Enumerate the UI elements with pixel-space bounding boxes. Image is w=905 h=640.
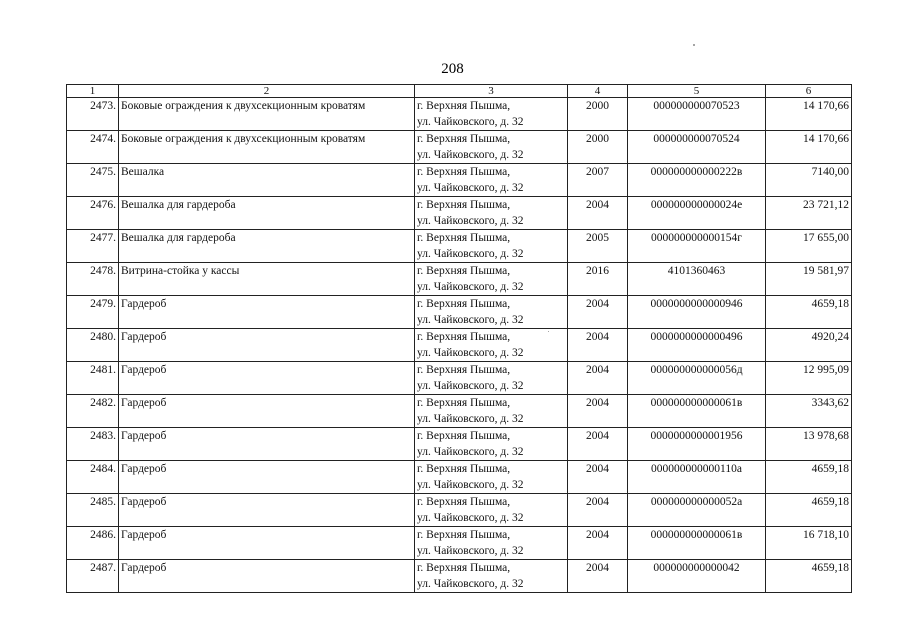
table-row — [67, 560, 852, 593]
item-year: 2004 — [568, 527, 628, 560]
table-row — [67, 527, 852, 560]
item-year: 2004 — [568, 494, 628, 527]
item-number: 2481. — [67, 362, 119, 395]
item-year: 2004 — [568, 329, 628, 362]
item-name: Гардероб — [119, 296, 415, 329]
address-street: ул. Чайковского, д. 32 — [417, 446, 524, 458]
item-year: 2005 — [568, 230, 628, 263]
inventory-number: 000000000000042 — [628, 560, 766, 593]
item-year: 2004 — [568, 428, 628, 461]
item-name: Боковые ограждения к двухсекционным кроватям — [119, 131, 415, 164]
address-street: ул. Чайковского, д. 32 — [417, 578, 524, 590]
column-number: 5 — [628, 85, 766, 98]
item-address — [415, 362, 568, 395]
column-number: 1 — [67, 85, 119, 98]
table-row — [67, 362, 852, 395]
table-row — [67, 329, 852, 362]
item-cost: 19 581,97 — [766, 263, 852, 296]
address-city: г. Верхняя Пышма, — [417, 397, 511, 409]
item-year: 2000 — [568, 131, 628, 164]
address-city: г. Верхняя Пышма, — [417, 364, 511, 376]
item-cost: 14 170,66 — [766, 98, 852, 131]
table-row — [67, 98, 852, 131]
item-address — [415, 197, 568, 230]
item-name: Гардероб — [119, 560, 415, 593]
page-number: 208 — [441, 61, 464, 77]
address-city: г. Верхняя Пышма, — [417, 232, 511, 244]
item-cost: 4920,24 — [766, 329, 852, 362]
address-street: ул. Чайковского, д. 32 — [417, 116, 524, 128]
item-address — [415, 395, 568, 428]
address-street: ул. Чайковского, д. 32 — [417, 281, 524, 293]
inventory-number: 000000000070524 — [628, 131, 766, 164]
item-number: 2477. — [67, 230, 119, 263]
address-street: ул. Чайковского, д. 32 — [417, 314, 524, 326]
item-cost: 4659,18 — [766, 296, 852, 329]
table-row — [67, 230, 852, 263]
item-year: 2004 — [568, 560, 628, 593]
address-street: ул. Чайковского, д. 32 — [417, 512, 524, 524]
registry-body — [67, 98, 852, 593]
address-street: ул. Чайковского, д. 32 — [417, 545, 524, 557]
address-city: г. Верхняя Пышма, — [417, 133, 511, 145]
item-address — [415, 263, 568, 296]
item-number: 2476. — [67, 197, 119, 230]
item-address — [415, 461, 568, 494]
inventory-number: 000000000000154г — [628, 230, 766, 263]
table-row — [67, 197, 852, 230]
item-year: 2004 — [568, 296, 628, 329]
address-city: г. Верхняя Пышма, — [417, 529, 511, 541]
item-cost: 17 655,00 — [766, 230, 852, 263]
inventory-number: 000000000070523 — [628, 98, 766, 131]
inventory-number: 000000000000222в — [628, 164, 766, 197]
item-name: Боковые ограждения к двухсекционным кроватям — [119, 98, 415, 131]
item-number: 2473. — [67, 98, 119, 131]
item-address — [415, 560, 568, 593]
address-street: ул. Чайковского, д. 32 — [417, 215, 524, 227]
table-row — [67, 296, 852, 329]
inventory-number: 000000000000056д — [628, 362, 766, 395]
table-row — [67, 428, 852, 461]
address-city: г. Верхняя Пышма, — [417, 562, 511, 574]
item-address — [415, 527, 568, 560]
address-city: г. Верхняя Пышма, — [417, 265, 511, 277]
inventory-number: 0000000000000496 — [628, 329, 766, 362]
inventory-number: 000000000000110а — [628, 461, 766, 494]
address-city: г. Верхняя Пышма, — [417, 166, 511, 178]
item-number: 2474. — [67, 131, 119, 164]
item-address — [415, 494, 568, 527]
item-number: 2475. — [67, 164, 119, 197]
address-city: г. Верхняя Пышма, — [417, 298, 511, 310]
item-year: 2004 — [568, 461, 628, 494]
item-cost: 4659,18 — [766, 560, 852, 593]
table-row — [67, 164, 852, 197]
item-address — [415, 131, 568, 164]
address-city: г. Верхняя Пышма, — [417, 430, 511, 442]
scan-speck — [693, 44, 695, 46]
table-row — [67, 263, 852, 296]
item-name: Вешалка для гардероба — [119, 230, 415, 263]
item-cost: 12 995,09 — [766, 362, 852, 395]
item-number: 2487. — [67, 560, 119, 593]
item-cost: 7140,00 — [766, 164, 852, 197]
item-name: Гардероб — [119, 362, 415, 395]
item-cost: 23 721,12 — [766, 197, 852, 230]
address-street: ул. Чайковского, д. 32 — [417, 347, 524, 359]
address-city: г. Верхняя Пышма, — [417, 463, 511, 475]
column-number-row — [67, 85, 852, 98]
address-street: ул. Чайковского, д. 32 — [417, 182, 524, 194]
item-number: 2479. — [67, 296, 119, 329]
address-street: ул. Чайковского, д. 32 — [417, 479, 524, 491]
column-number: 2 — [119, 85, 415, 98]
item-cost: 13 978,68 — [766, 428, 852, 461]
item-name: Вешалка для гардероба — [119, 197, 415, 230]
address-city: г. Верхняя Пышма, — [417, 199, 511, 211]
item-number: 2480. — [67, 329, 119, 362]
item-name: Гардероб — [119, 527, 415, 560]
item-year: 2004 — [568, 362, 628, 395]
item-name: Витрина-стойка у кассы — [119, 263, 415, 296]
item-number: 2478. — [67, 263, 119, 296]
property-registry-table — [66, 84, 852, 593]
column-number: 4 — [568, 85, 628, 98]
column-number: 3 — [415, 85, 568, 98]
item-year: 2004 — [568, 197, 628, 230]
address-city: г. Верхняя Пышма, — [417, 496, 511, 508]
item-number: 2484. — [67, 461, 119, 494]
item-name: Гардероб — [119, 428, 415, 461]
table-row — [67, 461, 852, 494]
column-number: 6 — [766, 85, 852, 98]
item-cost: 16 718,10 — [766, 527, 852, 560]
address-city: г. Верхняя Пышма, — [417, 331, 511, 343]
item-year: 2016 — [568, 263, 628, 296]
item-cost: 4659,18 — [766, 461, 852, 494]
item-number: 2482. — [67, 395, 119, 428]
address-city: г. Верхняя Пышма, — [417, 100, 511, 112]
inventory-number: 000000000000061в — [628, 527, 766, 560]
item-name: Гардероб — [119, 395, 415, 428]
inventory-number: 000000000000024е — [628, 197, 766, 230]
item-number: 2486. — [67, 527, 119, 560]
item-cost: 3343,62 — [766, 395, 852, 428]
item-cost: 14 170,66 — [766, 131, 852, 164]
table-row — [67, 131, 852, 164]
item-year: 2007 — [568, 164, 628, 197]
item-address — [415, 164, 568, 197]
address-street: ул. Чайковского, д. 32 — [417, 380, 524, 392]
item-name: Гардероб — [119, 329, 415, 362]
table-row — [67, 494, 852, 527]
inventory-number: 000000000000061в — [628, 395, 766, 428]
item-name: Гардероб — [119, 461, 415, 494]
inventory-number: 0000000000000946 — [628, 296, 766, 329]
item-address — [415, 428, 568, 461]
item-year: 2000 — [568, 98, 628, 131]
item-address — [415, 296, 568, 329]
item-address — [415, 329, 568, 362]
item-address — [415, 230, 568, 263]
item-name: Вешалка — [119, 164, 415, 197]
item-cost: 4659,18 — [766, 494, 852, 527]
address-street: ул. Чайковского, д. 32 — [417, 248, 524, 260]
address-street: ул. Чайковского, д. 32 — [417, 413, 524, 425]
item-name: Гардероб — [119, 494, 415, 527]
item-number: 2485. — [67, 494, 119, 527]
item-year: 2004 — [568, 395, 628, 428]
inventory-number: 000000000000052а — [628, 494, 766, 527]
item-number: 2483. — [67, 428, 119, 461]
item-address — [415, 98, 568, 131]
inventory-number: 0000000000001956 — [628, 428, 766, 461]
table-row — [67, 395, 852, 428]
inventory-number: 4101360463 — [628, 263, 766, 296]
address-street: ул. Чайковского, д. 32 — [417, 149, 524, 161]
